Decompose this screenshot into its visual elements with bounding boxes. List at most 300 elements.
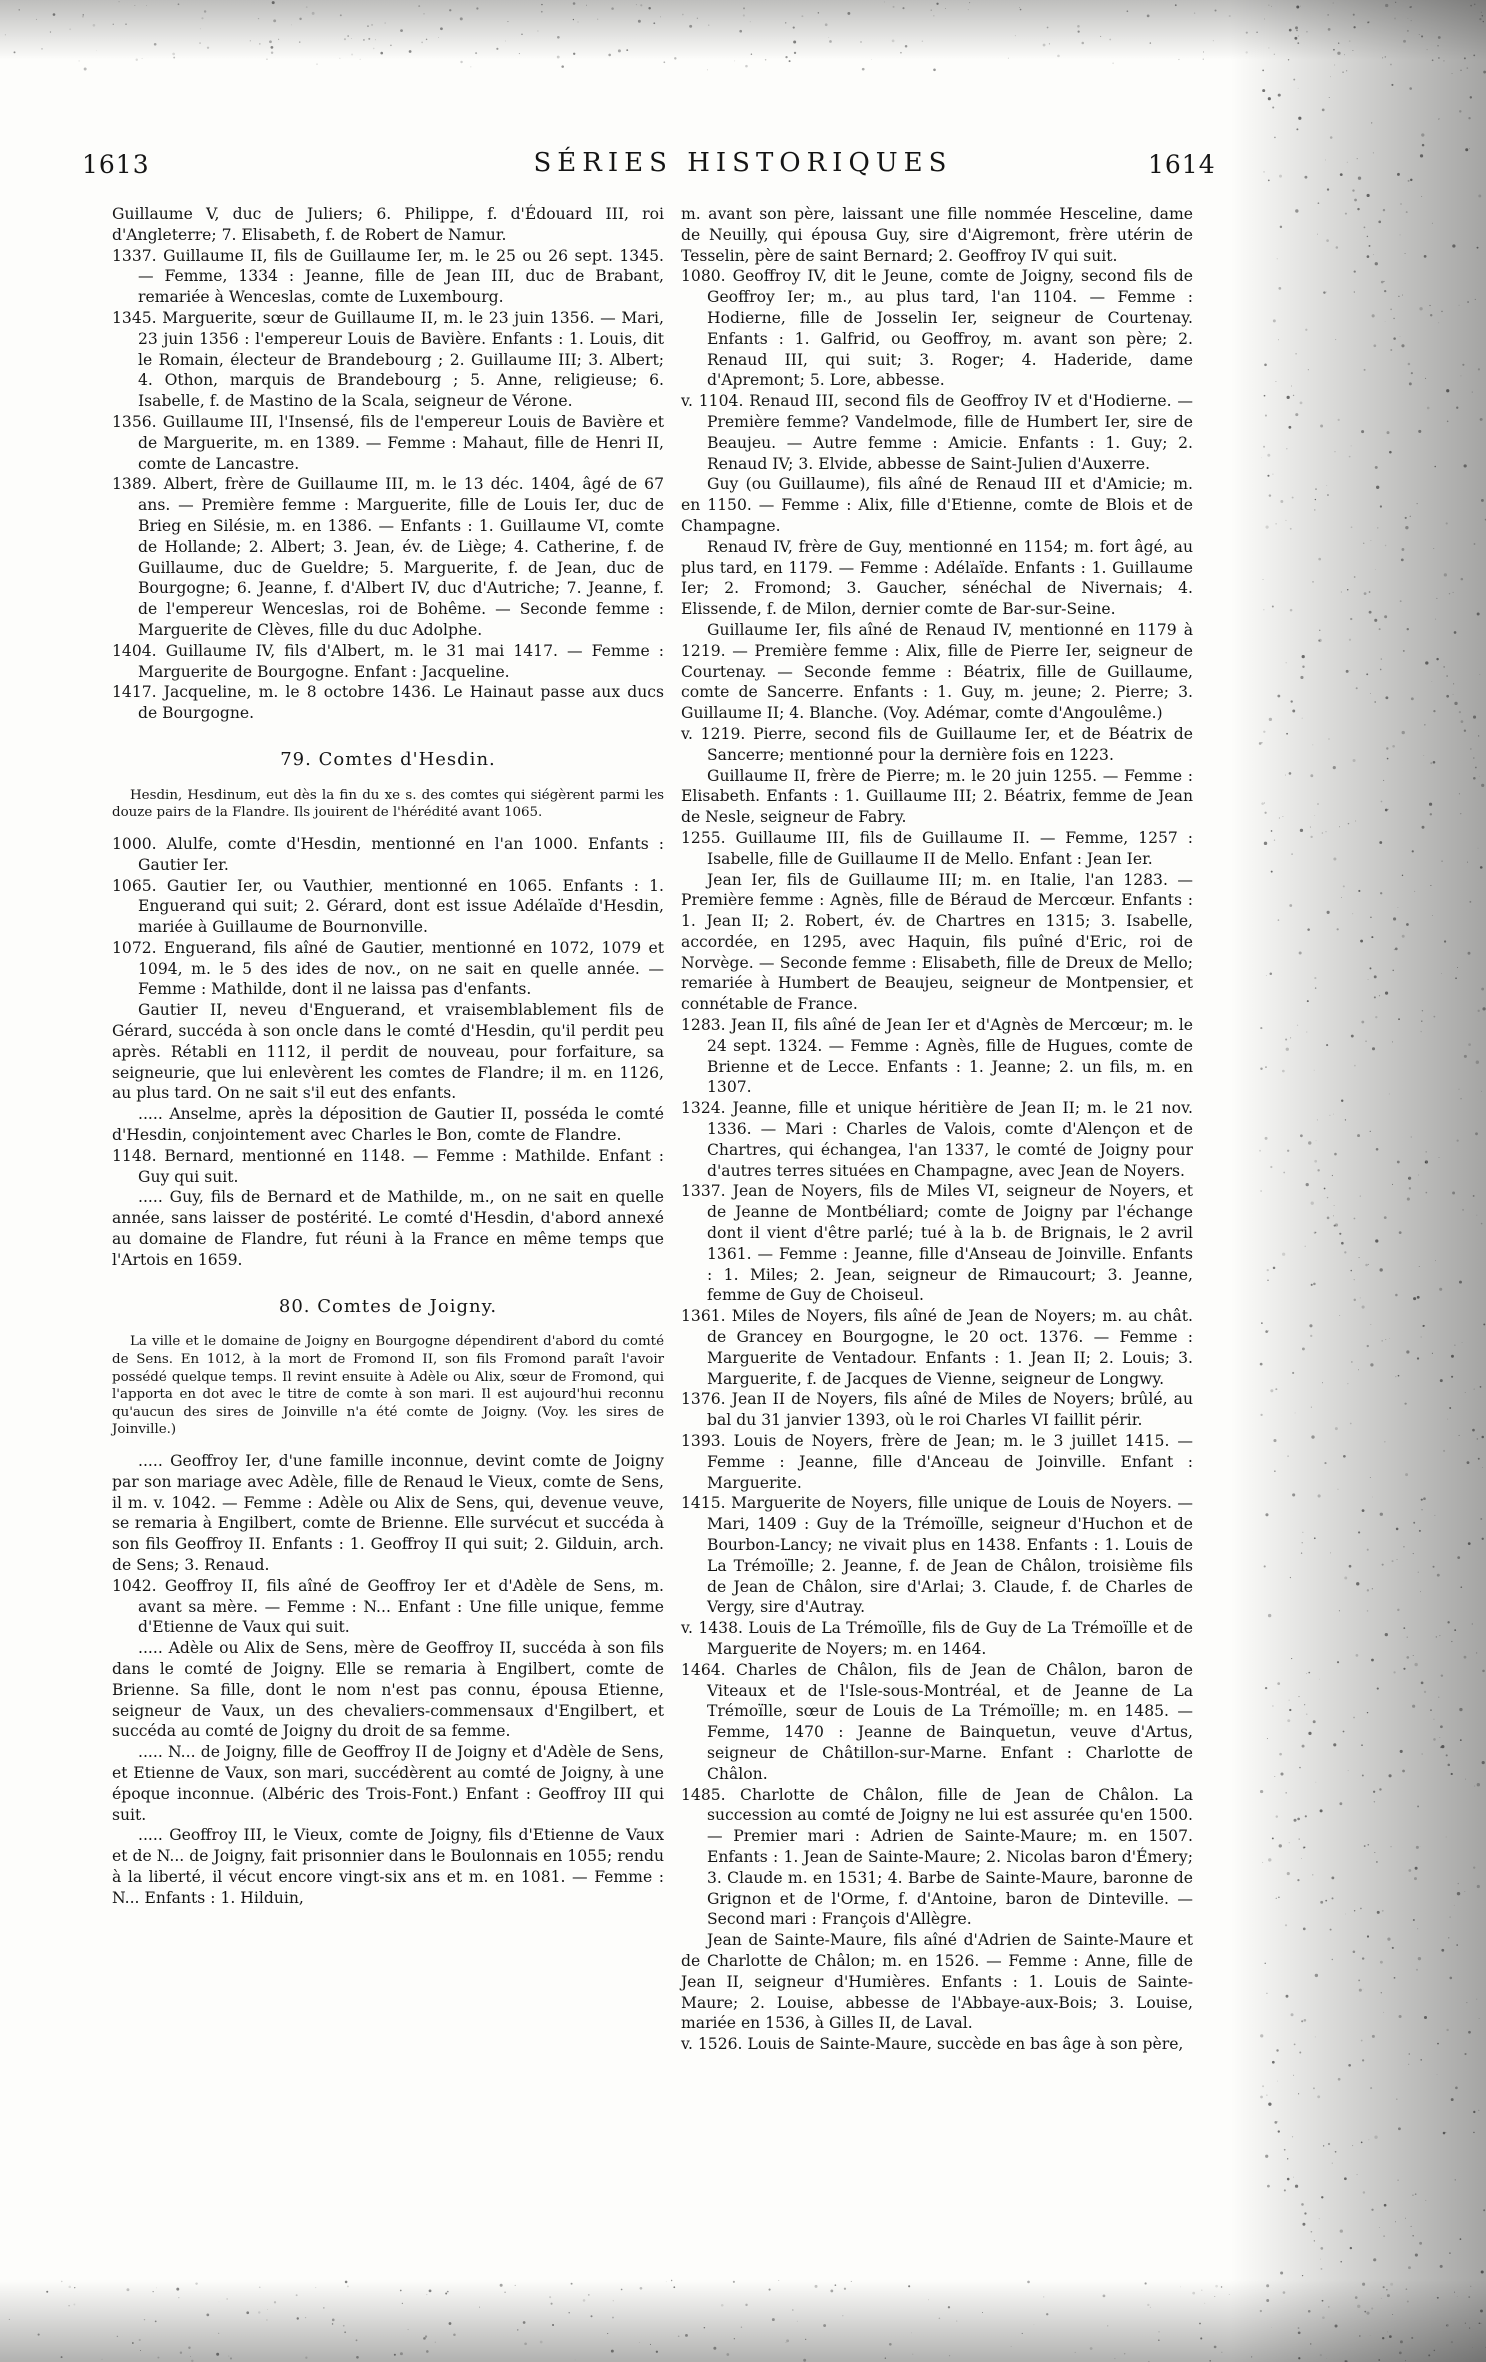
scan-speck (1446, 1837, 1447, 1838)
scan-speck (1372, 1497, 1373, 1498)
scan-speck (1399, 1231, 1402, 1234)
scan-speck (1328, 2306, 1330, 2308)
scan-speck (893, 6, 895, 8)
scan-speck (1449, 1407, 1451, 1409)
scan-speck (573, 53, 575, 55)
scan-speck (1327, 14, 1329, 16)
scan-speck (1306, 1673, 1307, 1674)
scan-speck (1468, 952, 1471, 955)
scan-speck (1287, 1455, 1289, 1457)
scan-speck (1175, 4, 1177, 6)
scan-speck (908, 2285, 910, 2287)
scan-speck (772, 2318, 775, 2321)
scan-speck (1358, 1369, 1359, 1370)
scan-speck (1424, 724, 1426, 726)
scan-speck (1407, 628, 1409, 630)
scan-speck (674, 57, 676, 59)
scan-speck (1406, 923, 1409, 926)
scan-speck (1464, 2053, 1466, 2055)
scan-speck (1432, 915, 1433, 916)
scan-speck (1419, 1266, 1420, 1267)
scan-speck (1426, 1192, 1428, 1194)
scan-speck (1480, 2310, 1483, 2313)
scan-speck (1321, 2268, 1323, 2270)
scan-speck (1312, 581, 1314, 583)
scan-speck (1294, 37, 1297, 40)
scan-speck (704, 2327, 705, 2328)
scan-speck (1439, 118, 1440, 119)
scan-speck (188, 2347, 190, 2349)
genealogy-entry: v. 1219. Pierre, second fils de Guillaume Ier, et de Béatrix de Sancerre; mentionné pour la dernière fois en 1223. (681, 724, 1193, 764)
genealogy-entry: 1283. Jean II, fils aîné de Jean Ier et d'Agnès de Mercœur; m. le 24 sept. 1324. — Femme : Agnès, fille de Hugues, comte de Brienne et de Lecce. Enfants : 1. Jeanne; 2. un fils, m. en 1307. (681, 1016, 1193, 1097)
scan-speck (1370, 1324, 1371, 1325)
scan-speck (1339, 1233, 1341, 1235)
scan-speck (1440, 1746, 1442, 1748)
genealogy-subentry: ..... Geoffroy III, le Vieux, comte de Joigny, fils d'Etienne de Vaux et de N... de Joigny, fait prisonnier dans le Boulonnais en 1055; rendu à la liberté, il vécut encore vingt-six ans et m. en 1081. — Femme : N... Enfants : 1. Hilduin, (112, 1826, 664, 1907)
scan-speck (1460, 1098, 1462, 1100)
scan-speck (1409, 6, 1411, 8)
scan-speck (1287, 2178, 1290, 2181)
scan-speck (1295, 2185, 1298, 2188)
scan-speck (1374, 975, 1377, 978)
scan-speck (1313, 1283, 1316, 1286)
scan-speck (1311, 1201, 1314, 1204)
scan-speck (1322, 2300, 1324, 2302)
scan-speck (573, 19, 574, 20)
scan-speck (540, 2341, 543, 2344)
scan-speck (1338, 2078, 1341, 2081)
scan-speck (1259, 742, 1262, 745)
scan-speck (1264, 395, 1266, 397)
scan-speck (1302, 666, 1304, 668)
scan-speck (1423, 755, 1424, 756)
genealogy-subentry: Jean Ier, fils de Guillaume III; m. en Italie, l'an 1283. — Première femme : Agnès, fille de Béraud de Mercœur. Enfants : 1. Jean II; 2. Robert, év. de Chartres en 1315; 3. Isabelle, accordée, en 1295, avec Haquin, fils puîné d'Eric, roi de Norvège. — Seconde femme : Elisabeth, fille de Dreux de Mello; remariée à Humbert de Beaujeu, seigneur de Montpensier, et connétable de France. (681, 870, 1193, 1014)
scan-speck (418, 5, 420, 7)
scan-speck (1418, 430, 1421, 433)
scan-speck (449, 9, 451, 11)
scan-speck (1296, 6, 1299, 9)
scan-speck (948, 2306, 950, 2308)
scan-speck (1322, 108, 1325, 111)
scan-speck (1276, 1815, 1278, 1817)
scan-speck (1267, 1738, 1268, 1739)
scan-speck (1375, 569, 1376, 570)
scan-speck (1477, 1783, 1480, 1786)
scan-speck (1358, 1979, 1360, 1981)
scan-speck (524, 2342, 527, 2345)
scan-speck (1368, 1844, 1370, 1846)
scan-speck (713, 2347, 716, 2350)
scan-speck (541, 11, 543, 13)
scan-speck (1423, 1497, 1426, 1500)
scan-speck (1476, 1652, 1477, 1653)
scan-speck (1409, 1187, 1411, 1189)
scan-speck (1481, 12, 1482, 13)
scan-speck (1468, 1542, 1471, 1545)
scan-speck (1441, 1674, 1443, 1676)
scan-speck (1418, 1175, 1419, 1176)
scan-speck (1378, 2359, 1380, 2361)
scan-speck (1373, 1791, 1375, 1793)
section-intro: La ville et le domaine de Joigny en Bourgogne dépendirent d'abord du comté de Sens. En 1012, à la mort de Fromond II, son fils Fromond paraît l'avoir possédé quelque temps. Il revint ensuite à Adèle ou Alix, sœur de Fromond, qui l'apporta en dot avec le titre de comte à son mari. Il est aujourd'hui reconnu qu'aucun des sires de Joinville n'a été comte de Joigny. (Voy. les sires de Joinville.) (112, 1334, 664, 1438)
scan-speck (1406, 1656, 1409, 1659)
genealogy-entry: 1389. Albert, frère de Guillaume III, m. le 13 déc. 1404, âgé de 67 ans. — Première femme : Marguerite, fille de Louis Ier, duc de Brieg en Silésie, m. en 1386. — Enfants : 1. Guillaume VI, comte de Hollande; 2. Albert; 3. Jean, év. de Liège; 4. Catherine, f. de Guillaume, duc de Gueldre; 5. Marguerite, f. de Jean, duc de Bourgogne; 6. Jeanne, f. d'Albert IV, duc d'Autriche; 7. Jeanne, f. de l'empereur Wenceslas, roi de Bohême. — Seconde femme : Marguerite de Clèves, fille du duc Adolphe. (112, 475, 664, 639)
scan-speck (1311, 1407, 1312, 1408)
scan-speck (569, 2312, 570, 2313)
scan-speck (470, 66, 471, 67)
scan-speck (1396, 2099, 1397, 2100)
scan-speck (445, 2292, 447, 2294)
scan-speck (1333, 858, 1336, 861)
scan-speck (1269, 718, 1272, 721)
scan-speck (1269, 48, 1270, 49)
scan-speck (1395, 948, 1398, 951)
scan-speck (1311, 1435, 1314, 1438)
scan-speck (1328, 28, 1331, 31)
scan-speck (1437, 2043, 1439, 2045)
scan-speck (1355, 2296, 1358, 2299)
scan-speck (1352, 50, 1353, 51)
scan-speck (1368, 1264, 1369, 1265)
scan-speck (1411, 2337, 1413, 2339)
scan-speck (305, 2317, 306, 2318)
scan-speck (1394, 17, 1396, 19)
scan-speck (1447, 1621, 1449, 1623)
section-heading: 80. Comtes de Joigny. (278, 1295, 498, 1317)
scan-speck (1333, 1215, 1334, 1216)
scan-speck (102, 2359, 103, 2360)
scan-speck (1454, 631, 1457, 634)
scan-speck (1317, 1119, 1318, 1120)
scan-speck (1340, 2261, 1342, 2263)
scan-speck (68, 2305, 69, 2306)
scan-speck (400, 2290, 402, 2292)
scan-speck (1215, 2285, 1218, 2288)
scan-speck (1277, 695, 1280, 698)
scan-speck (1469, 901, 1471, 903)
scan-speck (1326, 1044, 1328, 1046)
scan-speck (1354, 1279, 1355, 1280)
genealogy-entry: 1417. Jacqueline, m. le 8 octobre 1436. Le Hainaut passe aux ducs de Bourgogne. (112, 683, 664, 723)
scan-speck (1373, 2258, 1376, 2261)
scan-speck (1481, 784, 1484, 787)
scan-speck (1261, 1322, 1263, 1324)
scan-speck (1356, 1654, 1359, 1657)
scan-speck (956, 2321, 957, 2322)
scan-speck (1261, 742, 1262, 743)
scan-speck (1442, 861, 1443, 862)
scan-speck (1474, 4, 1475, 5)
scan-speck (1287, 1872, 1290, 1875)
scan-speck (1319, 1679, 1320, 1680)
scan-speck (1262, 70, 1264, 72)
scan-speck (608, 54, 611, 57)
scan-speck (1150, 2307, 1151, 2308)
scan-speck (862, 68, 865, 71)
scan-speck (1457, 2296, 1458, 2297)
scan-speck (1481, 1091, 1482, 1092)
scan-speck (1043, 2296, 1044, 2297)
scan-speck (1178, 59, 1179, 60)
scan-speck (1404, 1403, 1406, 1405)
scan-speck (1266, 2299, 1269, 2302)
scan-speck (1421, 1509, 1422, 1510)
genealogy-entry: 1000. Alulfe, comte d'Hesdin, mentionné en l'an 1000. Enfants : Gautier Ier. (112, 834, 664, 874)
scan-speck (1298, 2327, 1300, 2329)
scan-speck (1297, 1818, 1300, 1821)
scan-speck (1213, 40, 1214, 41)
scan-speck (1459, 305, 1460, 306)
scan-speck (421, 42, 423, 44)
scan-speck (394, 2354, 396, 2356)
scan-speck (1372, 2035, 1375, 2038)
scan-speck (1384, 1441, 1386, 1443)
scan-speck (1297, 1879, 1299, 1881)
scan-speck (1425, 1162, 1426, 1163)
scan-speck (1327, 1197, 1328, 1198)
scan-speck (1306, 1031, 1307, 1032)
scan-speck (1282, 1253, 1285, 1256)
scan-speck (1364, 1845, 1366, 1847)
scan-speck (1272, 106, 1274, 108)
scan-speck (1467, 67, 1469, 69)
scan-speck (1349, 456, 1351, 458)
scan-speck (1274, 54, 1275, 55)
scan-speck (1387, 2332, 1388, 2333)
scan-speck (1264, 1565, 1266, 1567)
scan-speck (928, 2299, 929, 2300)
scan-speck (1348, 1770, 1349, 1771)
scan-speck (1440, 1379, 1443, 1382)
scan-speck (1356, 1582, 1359, 1585)
scan-speck (1460, 813, 1461, 814)
scan-speck (1332, 1959, 1333, 1960)
scan-speck (1300, 1134, 1303, 1137)
scan-speck (195, 2282, 197, 2284)
scan-speck (815, 2285, 818, 2288)
scan-speck (1464, 1055, 1467, 1058)
running-title: SÉRIES HISTORIQUES (533, 148, 953, 178)
scan-speck (296, 2294, 298, 2296)
scan-speck (1349, 40, 1351, 42)
scan-speck (1374, 701, 1376, 703)
scan-speck (1426, 1151, 1427, 1152)
scan-speck (1333, 766, 1336, 769)
scan-speck (1314, 1232, 1316, 1234)
scan-speck (1460, 1586, 1462, 1588)
scan-speck (36, 19, 37, 20)
scan-speck (1347, 589, 1348, 590)
scan-speck (496, 48, 498, 50)
scan-speck (1398, 1375, 1400, 1377)
scan-speck (671, 2280, 672, 2281)
scan-speck (1467, 862, 1468, 863)
scan-speck (1266, 2284, 1269, 2287)
scan-speck (1382, 1564, 1384, 1566)
scan-speck (1419, 2242, 1422, 2245)
scan-speck (1407, 2300, 1409, 2302)
scan-speck (1385, 545, 1386, 546)
scan-speck (829, 40, 832, 43)
scan-speck (176, 2288, 179, 2291)
scan-speck (1341, 591, 1342, 592)
scan-speck (1475, 767, 1477, 769)
scan-speck (794, 52, 796, 54)
scan-speck (1395, 1294, 1398, 1297)
scan-speck (1469, 2327, 1470, 2328)
scan-speck (1314, 977, 1316, 979)
scan-speck (1287, 1719, 1290, 1722)
scan-speck (1271, 6, 1272, 7)
scan-speck (889, 2343, 892, 2346)
scan-speck (818, 12, 819, 13)
scan-speck (1292, 2136, 1293, 2137)
scan-speck (1464, 730, 1466, 732)
scan-speck (523, 2321, 526, 2324)
scan-speck (1299, 1767, 1301, 1769)
genealogy-entry: 1042. Geoffroy II, fils aîné de Geoffroy Ier et d'Adèle de Sens, m. avant sa mère. — Femme : N... Enfant : Une fille unique, femme d'Etienne de Vaux qui suit. (112, 1576, 664, 1637)
scan-speck (1390, 309, 1392, 311)
scan-speck (1359, 1989, 1362, 1992)
scan-speck (1381, 281, 1384, 284)
scan-speck (1353, 1950, 1356, 1953)
scan-speck (726, 2353, 729, 2356)
scan-speck (1367, 1345, 1369, 1347)
scan-speck (1384, 1216, 1387, 1219)
scan-speck (835, 2284, 837, 2286)
scan-speck (1338, 419, 1340, 421)
scan-speck (1332, 1175, 1333, 1176)
scan-speck (1354, 1910, 1355, 1911)
scan-speck (1299, 951, 1302, 954)
scan-speck (1363, 1989, 1364, 1990)
scan-speck (1300, 6, 1301, 7)
scan-speck (1385, 992, 1388, 995)
scan-speck (1338, 1489, 1339, 1490)
scan-speck (1446, 522, 1448, 524)
scan-speck (1203, 52, 1204, 53)
scan-speck (591, 2315, 593, 2317)
scan-speck (1299, 1696, 1300, 1697)
scan-speck (1286, 733, 1288, 735)
scan-speck (1446, 2324, 1449, 2327)
scan-speck (1315, 499, 1316, 500)
scan-speck (933, 68, 936, 71)
scan-speck (1293, 2075, 1294, 2076)
scan-speck (1277, 2121, 1278, 2122)
scan-speck (1413, 1655, 1414, 1656)
scan-speck (1473, 2132, 1474, 2133)
scan-speck (61, 2281, 63, 2283)
scan-speck (1425, 1160, 1428, 1163)
scan-speck (1266, 1993, 1267, 1994)
scan-speck (154, 43, 157, 46)
scan-speck (266, 59, 267, 60)
scan-speck (1267, 2185, 1270, 2188)
scan-speck (1075, 2352, 1076, 2353)
scan-speck (1405, 2218, 1406, 2219)
scan-speck (1420, 2059, 1422, 2061)
scan-speck (1408, 2064, 1409, 2065)
scan-speck (1382, 2337, 1384, 2339)
scan-speck (180, 2352, 182, 2354)
scan-speck (345, 2281, 348, 2284)
scan-speck (557, 36, 560, 39)
scan-speck (1418, 1957, 1421, 1960)
page-number-left: 1613 (82, 150, 150, 179)
scan-speck (1308, 1672, 1310, 1674)
scan-speck (1421, 35, 1423, 37)
scan-speck (1376, 486, 1379, 489)
scan-speck (1379, 1788, 1381, 1790)
scan-speck (1311, 1284, 1313, 1286)
scan-speck (1406, 1350, 1409, 1353)
scan-speck (1020, 9, 1022, 11)
scan-speck (1403, 40, 1406, 43)
scan-speck (1192, 2292, 1195, 2295)
scan-speck (1335, 1427, 1338, 1430)
scan-speck (1341, 1100, 1343, 1102)
scan-speck (1114, 2358, 1115, 2359)
scan-speck (1323, 291, 1325, 293)
scan-speck (1406, 2288, 1408, 2290)
scan-speck (1362, 1774, 1364, 1776)
scan-speck (1477, 612, 1480, 615)
genealogy-subentry: ..... Guy, fils de Bernard et de Mathilde, m., on ne sait en quelle année, sans laisser de postérité. Le comté d'Hesdin, d'abord annexé au domaine de Flandre, fut réuni à la France en même temps que l'Artois en 1659. (112, 1188, 664, 1269)
scan-speck (1315, 987, 1316, 988)
scan-speck (1274, 1776, 1275, 1777)
scan-speck (1430, 885, 1431, 886)
scan-speck (1267, 454, 1270, 457)
scan-speck (1383, 2012, 1384, 2013)
scan-speck (1354, 199, 1357, 202)
scan-speck (1450, 1917, 1451, 1918)
scan-speck (1448, 1764, 1451, 1767)
scan-speck (1194, 12, 1195, 13)
scan-speck (1034, 2324, 1035, 2325)
scan-speck (1453, 683, 1454, 684)
scan-speck (1315, 488, 1316, 489)
scan-speck (1330, 1929, 1332, 1931)
scan-speck (884, 2, 885, 3)
scan-speck (1298, 88, 1299, 89)
scan-speck (1389, 1338, 1390, 1339)
scan-speck (1424, 255, 1427, 258)
scan-speck (1294, 2043, 1296, 2045)
scan-speck (1390, 349, 1392, 351)
scan-speck (1273, 319, 1276, 322)
scan-speck (1372, 1588, 1373, 1589)
scan-speck (786, 2339, 789, 2342)
scan-speck (1371, 1659, 1374, 1662)
scan-speck (1403, 1627, 1405, 1629)
scan-speck (1268, 97, 1271, 100)
scan-speck (1416, 1846, 1419, 1849)
scan-speck (1474, 1786, 1475, 1787)
scan-speck (1278, 94, 1281, 97)
scan-speck (650, 2344, 651, 2345)
scan-speck (1465, 1392, 1466, 1393)
scan-speck (1295, 413, 1298, 416)
scan-speck (1260, 2096, 1263, 2099)
scan-speck (1424, 1325, 1425, 1326)
scan-speck (1408, 1178, 1409, 1179)
scan-speck (1292, 1372, 1294, 1374)
scan-speck (571, 2283, 573, 2285)
scan-speck (1386, 747, 1388, 749)
scan-speck (1467, 301, 1469, 303)
scan-speck (1413, 1522, 1415, 1524)
